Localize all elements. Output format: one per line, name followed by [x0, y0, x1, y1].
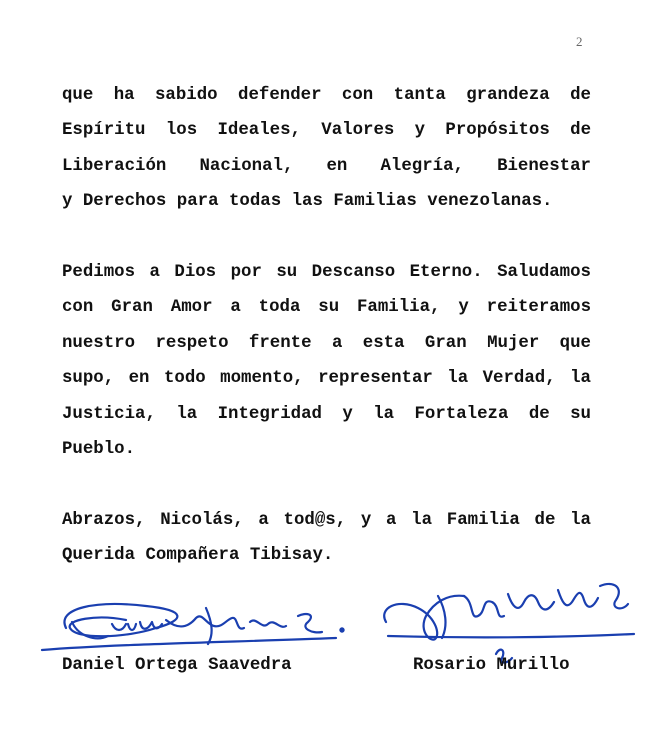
text-line: supo, en todo momento, representar la Verdad, la	[62, 369, 591, 389]
text-line: que ha sabido defender con tanta grandeza de	[62, 86, 591, 105]
paragraph-closing	[62, 503, 591, 574]
text-line: Querida Compañera Tibisay.	[62, 546, 334, 566]
page-number: 2	[576, 34, 583, 49]
text-line: Pedimos a Dios por su Descanso Eterno. Saludamos	[62, 263, 591, 282]
signatory-name-murillo: Rosario Murillo	[413, 656, 570, 675]
text-line: con Gran Amor a toda su Familia, y reiteramos	[62, 298, 591, 318]
text-line: Liberación Nacional, en Alegría, Bienestar	[62, 156, 591, 176]
paragraph-prayer	[62, 255, 591, 467]
paragraph-tribute	[62, 78, 591, 220]
text-line: Abrazos, Nicolás, a tod@s, y a la Familia de la	[62, 511, 591, 530]
signature-ortega	[36, 598, 356, 662]
text-line: Pueblo.	[62, 440, 136, 460]
text-line: Justicia, la Integridad y la Fortaleza de su	[62, 404, 591, 424]
text-line: Espíritu los Ideales, Valores y Propósitos de	[62, 121, 591, 141]
text-line: y Derechos para todas las Familias venezolanas.	[62, 192, 553, 212]
text-line: nuestro respeto frente a esta Gran Mujer que	[62, 333, 591, 353]
signatory-name-ortega: Daniel Ortega Saavedra	[62, 656, 292, 675]
